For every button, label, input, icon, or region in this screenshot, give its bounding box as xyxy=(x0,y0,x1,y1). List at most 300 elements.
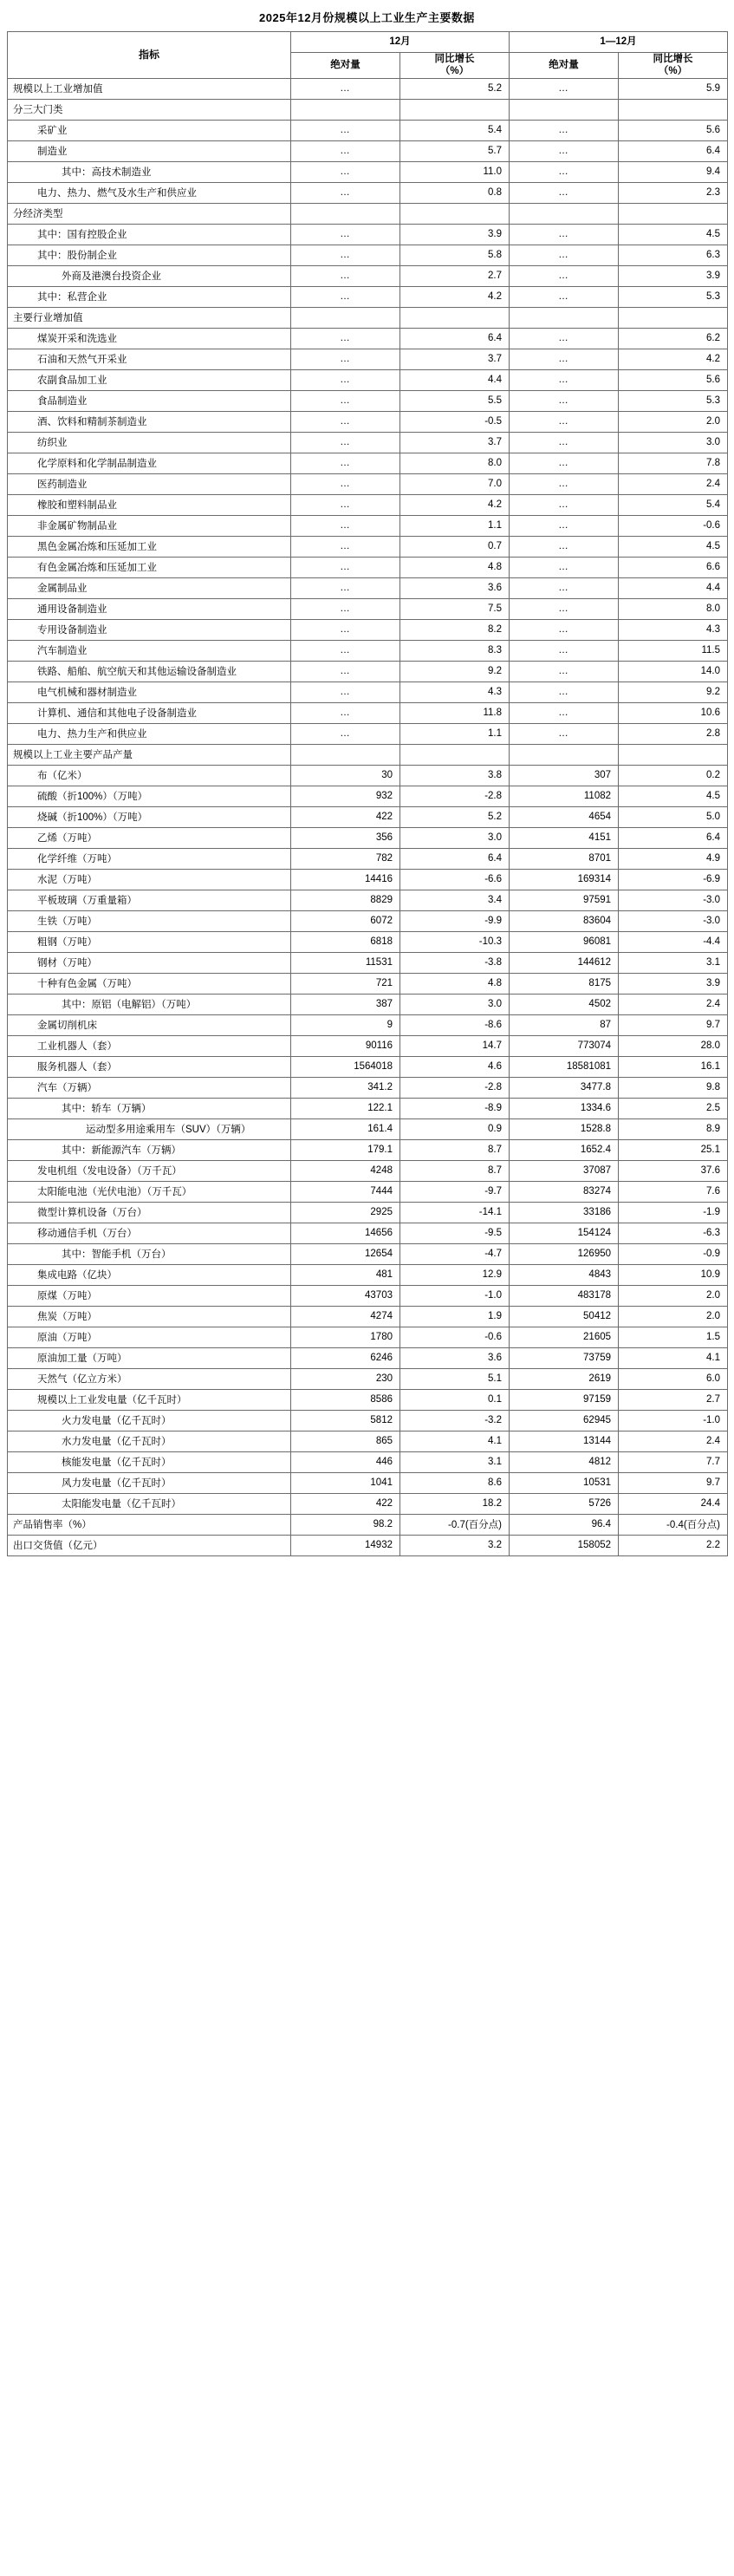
row-value-abs-jan-dec: … xyxy=(510,78,619,99)
row-value-yoy-december: -9.7 xyxy=(400,1181,510,1202)
row-value-abs-jan-dec: … xyxy=(510,536,619,557)
row-value-abs-december: 721 xyxy=(291,973,400,994)
row-value-yoy-jan-dec: 4.9 xyxy=(619,848,728,869)
header-absolute-december: 绝对量 xyxy=(291,53,400,79)
row-value-yoy-jan-dec: -0.4(百分点) xyxy=(619,1514,728,1535)
row-value-yoy-jan-dec: 9.2 xyxy=(619,681,728,702)
row-value-yoy-jan-dec: 8.9 xyxy=(619,1118,728,1139)
row-value-yoy-december: 4.2 xyxy=(400,494,510,515)
row-value-abs-jan-dec: … xyxy=(510,245,619,265)
row-indicator: 规模以上工业主要产品产量 xyxy=(8,744,291,765)
row-value-yoy-jan-dec: 6.0 xyxy=(619,1368,728,1389)
table-row xyxy=(8,161,728,182)
row-value-abs-jan-dec xyxy=(510,99,619,120)
row-indicator: 汽车（万辆） xyxy=(8,1077,291,1098)
table-row xyxy=(8,577,728,598)
table-row xyxy=(8,723,728,744)
row-indicator: 主要行业增加值 xyxy=(8,307,291,328)
row-value-abs-jan-dec: 4812 xyxy=(510,1451,619,1472)
row-value-abs-jan-dec: 158052 xyxy=(510,1535,619,1555)
row-value-yoy-december: -2.8 xyxy=(400,786,510,806)
row-value-yoy-jan-dec: 6.2 xyxy=(619,328,728,349)
row-indicator: 专用设备制造业 xyxy=(8,619,291,640)
row-value-abs-december: 14932 xyxy=(291,1535,400,1555)
row-indicator: 金属切削机床 xyxy=(8,1014,291,1035)
row-value-abs-december: … xyxy=(291,640,400,661)
row-indicator: 电力、热力生产和供应业 xyxy=(8,723,291,744)
row-value-yoy-jan-dec: -4.4 xyxy=(619,931,728,952)
row-value-yoy-jan-dec: 4.3 xyxy=(619,619,728,640)
row-value-yoy-december: 11.0 xyxy=(400,161,510,182)
header-yoy-jan-dec xyxy=(619,53,728,79)
table-row xyxy=(8,286,728,307)
row-value-yoy-december: 3.6 xyxy=(400,577,510,598)
row-value-abs-december: … xyxy=(291,432,400,453)
row-indicator: 电气机械和器材制造业 xyxy=(8,681,291,702)
table-row xyxy=(8,411,728,432)
row-value-yoy-jan-dec: 4.5 xyxy=(619,536,728,557)
row-value-yoy-jan-dec: 6.6 xyxy=(619,557,728,577)
row-value-abs-december: … xyxy=(291,286,400,307)
row-value-yoy-december: 8.6 xyxy=(400,1472,510,1493)
row-value-yoy-december: 7.0 xyxy=(400,473,510,494)
row-value-yoy-december: 5.8 xyxy=(400,245,510,265)
row-value-abs-jan-dec: … xyxy=(510,681,619,702)
table-row xyxy=(8,349,728,369)
row-indicator: 火力发电量（亿千瓦时） xyxy=(8,1410,291,1431)
row-indicator: 酒、饮料和精制茶制造业 xyxy=(8,411,291,432)
row-value-abs-december: … xyxy=(291,182,400,203)
table-row xyxy=(8,1347,728,1368)
row-value-yoy-december: 2.7 xyxy=(400,265,510,286)
row-value-abs-december: 7444 xyxy=(291,1181,400,1202)
table-row xyxy=(8,1368,728,1389)
row-value-abs-december: … xyxy=(291,557,400,577)
row-value-abs-december: … xyxy=(291,245,400,265)
table-row xyxy=(8,224,728,245)
header-yoy-december-line1: 同比增长 xyxy=(434,54,475,64)
row-value-abs-jan-dec: … xyxy=(510,723,619,744)
row-value-abs-jan-dec: 1334.6 xyxy=(510,1098,619,1118)
row-indicator: 其中：国有控股企业 xyxy=(8,224,291,245)
row-value-abs-jan-dec: … xyxy=(510,224,619,245)
row-value-yoy-december: 3.0 xyxy=(400,994,510,1014)
row-value-abs-december: 481 xyxy=(291,1264,400,1285)
row-value-abs-jan-dec: … xyxy=(510,328,619,349)
row-value-yoy-december: 3.7 xyxy=(400,349,510,369)
row-value-abs-december: … xyxy=(291,140,400,161)
row-value-yoy-jan-dec: 2.4 xyxy=(619,994,728,1014)
row-value-yoy-jan-dec: 9.8 xyxy=(619,1077,728,1098)
row-value-yoy-december: -14.1 xyxy=(400,1202,510,1223)
table-row xyxy=(8,1098,728,1118)
row-value-abs-jan-dec: 97591 xyxy=(510,890,619,910)
row-value-yoy-jan-dec: 7.7 xyxy=(619,1451,728,1472)
table-row xyxy=(8,245,728,265)
row-value-yoy-jan-dec: 16.1 xyxy=(619,1056,728,1077)
table-row xyxy=(8,931,728,952)
row-indicator: 纺织业 xyxy=(8,432,291,453)
table-row xyxy=(8,120,728,140)
row-value-yoy-december: 1.1 xyxy=(400,723,510,744)
row-value-yoy-december: -0.7(百分点) xyxy=(400,1514,510,1535)
table-row xyxy=(8,536,728,557)
row-value-abs-december: 12654 xyxy=(291,1243,400,1264)
row-value-abs-december: … xyxy=(291,577,400,598)
row-indicator: 烧碱（折100%）（万吨） xyxy=(8,806,291,827)
row-value-abs-december: 161.4 xyxy=(291,1118,400,1139)
row-value-yoy-jan-dec xyxy=(619,307,728,328)
row-value-yoy-december: 3.1 xyxy=(400,1451,510,1472)
row-value-abs-jan-dec: 2619 xyxy=(510,1368,619,1389)
row-value-yoy-december: 3.8 xyxy=(400,765,510,786)
header-yoy-jan-dec-line2: （%） xyxy=(658,66,688,77)
table-row xyxy=(8,640,728,661)
row-value-yoy-december: -10.3 xyxy=(400,931,510,952)
row-value-yoy-december: 3.9 xyxy=(400,224,510,245)
row-value-abs-jan-dec: … xyxy=(510,390,619,411)
row-value-yoy-december: 5.2 xyxy=(400,806,510,827)
table-row xyxy=(8,1056,728,1077)
row-value-yoy-december: 4.4 xyxy=(400,369,510,390)
row-value-yoy-december: 5.5 xyxy=(400,390,510,411)
table-row xyxy=(8,1014,728,1035)
row-value-abs-jan-dec: 73759 xyxy=(510,1347,619,1368)
row-value-abs-jan-dec: … xyxy=(510,161,619,182)
row-value-abs-jan-dec: 154124 xyxy=(510,1223,619,1243)
row-value-yoy-jan-dec: 10.6 xyxy=(619,702,728,723)
row-indicator: 规模以上工业增加值 xyxy=(8,78,291,99)
row-value-yoy-december: 8.7 xyxy=(400,1139,510,1160)
row-value-abs-december: … xyxy=(291,411,400,432)
row-value-abs-december: 422 xyxy=(291,806,400,827)
row-indicator: 医药制造业 xyxy=(8,473,291,494)
row-value-abs-jan-dec: … xyxy=(510,515,619,536)
row-indicator: 其中：轿车（万辆） xyxy=(8,1098,291,1118)
row-value-abs-jan-dec: … xyxy=(510,473,619,494)
row-indicator: 平板玻璃（万重量箱） xyxy=(8,890,291,910)
row-value-abs-jan-dec: 21605 xyxy=(510,1327,619,1347)
row-value-yoy-december: 0.9 xyxy=(400,1118,510,1139)
row-value-yoy-december: 6.4 xyxy=(400,328,510,349)
row-value-yoy-december: 4.1 xyxy=(400,1431,510,1451)
header-yoy-jan-dec-line1: 同比增长 xyxy=(653,54,693,64)
table-row xyxy=(8,1223,728,1243)
row-value-yoy-jan-dec: 2.5 xyxy=(619,1098,728,1118)
row-indicator: 工业机器人（套） xyxy=(8,1035,291,1056)
row-value-abs-december: 179.1 xyxy=(291,1139,400,1160)
row-value-abs-jan-dec xyxy=(510,744,619,765)
row-value-abs-jan-dec: 83604 xyxy=(510,910,619,931)
row-value-abs-jan-dec: 4502 xyxy=(510,994,619,1014)
page-title: 2025年12月份规模以上工业生产主要数据 xyxy=(259,11,475,24)
row-value-yoy-jan-dec: 8.0 xyxy=(619,598,728,619)
row-value-yoy-jan-dec: 3.0 xyxy=(619,432,728,453)
row-value-abs-jan-dec: 87 xyxy=(510,1014,619,1035)
row-value-yoy-jan-dec: 0.2 xyxy=(619,765,728,786)
row-value-abs-jan-dec: … xyxy=(510,661,619,681)
row-value-yoy-jan-dec: 4.2 xyxy=(619,349,728,369)
row-value-abs-december: 1041 xyxy=(291,1472,400,1493)
table-row xyxy=(8,494,728,515)
table-header-row-1 xyxy=(8,32,728,53)
row-value-abs-jan-dec: … xyxy=(510,140,619,161)
row-value-yoy-december: 8.2 xyxy=(400,619,510,640)
row-indicator: 产品销售率（%） xyxy=(8,1514,291,1535)
table-row xyxy=(8,869,728,890)
row-value-yoy-jan-dec: -3.0 xyxy=(619,890,728,910)
row-indicator: 化学纤维（万吨） xyxy=(8,848,291,869)
row-value-abs-jan-dec: 96.4 xyxy=(510,1514,619,1535)
table-row xyxy=(8,1389,728,1410)
row-value-yoy-jan-dec xyxy=(619,744,728,765)
row-indicator: 其中：高技术制造业 xyxy=(8,161,291,182)
table-row xyxy=(8,265,728,286)
row-value-yoy-december xyxy=(400,203,510,224)
table-row xyxy=(8,1327,728,1347)
table-row xyxy=(8,1410,728,1431)
row-value-yoy-december: -9.9 xyxy=(400,910,510,931)
row-value-yoy-jan-dec: 9.7 xyxy=(619,1472,728,1493)
row-value-abs-jan-dec: 1528.8 xyxy=(510,1118,619,1139)
row-indicator: 微型计算机设备（万台） xyxy=(8,1202,291,1223)
row-value-yoy-jan-dec: 1.5 xyxy=(619,1327,728,1347)
row-value-yoy-jan-dec: 2.2 xyxy=(619,1535,728,1555)
row-value-yoy-december: 0.1 xyxy=(400,1389,510,1410)
header-yoy-december-line2: （%） xyxy=(439,66,470,77)
table-row xyxy=(8,1306,728,1327)
row-value-abs-december: … xyxy=(291,224,400,245)
table-row xyxy=(8,473,728,494)
row-value-yoy-december: 1.9 xyxy=(400,1306,510,1327)
row-value-abs-december: … xyxy=(291,494,400,515)
table-row xyxy=(8,994,728,1014)
row-value-abs-december: 230 xyxy=(291,1368,400,1389)
row-value-abs-december: … xyxy=(291,161,400,182)
row-value-yoy-jan-dec: 5.0 xyxy=(619,806,728,827)
row-value-yoy-december: 3.0 xyxy=(400,827,510,848)
table-row xyxy=(8,890,728,910)
header-indicator: 指标 xyxy=(8,32,291,79)
row-value-yoy-jan-dec: 11.5 xyxy=(619,640,728,661)
row-value-yoy-december: 4.8 xyxy=(400,557,510,577)
row-value-abs-jan-dec: 8701 xyxy=(510,848,619,869)
header-absolute-jan-dec: 绝对量 xyxy=(510,53,619,79)
table-row xyxy=(8,1181,728,1202)
row-value-yoy-december xyxy=(400,307,510,328)
row-value-abs-jan-dec: 483178 xyxy=(510,1285,619,1306)
row-value-yoy-december: 14.7 xyxy=(400,1035,510,1056)
row-indicator: 橡胶和塑料制品业 xyxy=(8,494,291,515)
row-indicator: 焦炭（万吨） xyxy=(8,1306,291,1327)
table-row xyxy=(8,1035,728,1056)
row-value-yoy-jan-dec: 9.4 xyxy=(619,161,728,182)
row-indicator: 非金属矿物制品业 xyxy=(8,515,291,536)
row-value-abs-december: … xyxy=(291,78,400,99)
row-value-abs-jan-dec: 10531 xyxy=(510,1472,619,1493)
row-value-abs-december: 5812 xyxy=(291,1410,400,1431)
row-indicator: 汽车制造业 xyxy=(8,640,291,661)
row-value-abs-december: 14656 xyxy=(291,1223,400,1243)
row-value-abs-december: 422 xyxy=(291,1493,400,1514)
row-value-abs-december: 4274 xyxy=(291,1306,400,1327)
row-value-yoy-december: 3.6 xyxy=(400,1347,510,1368)
table-row xyxy=(8,140,728,161)
row-value-abs-december: … xyxy=(291,515,400,536)
row-value-abs-december: 4248 xyxy=(291,1160,400,1181)
row-indicator: 原油（万吨） xyxy=(8,1327,291,1347)
row-value-yoy-december: -9.5 xyxy=(400,1223,510,1243)
row-indicator: 水泥（万吨） xyxy=(8,869,291,890)
row-value-yoy-jan-dec: 5.9 xyxy=(619,78,728,99)
row-value-abs-jan-dec: … xyxy=(510,349,619,369)
row-value-yoy-december: 7.5 xyxy=(400,598,510,619)
table-row xyxy=(8,827,728,848)
table-row xyxy=(8,453,728,473)
table-row xyxy=(8,1243,728,1264)
table-row xyxy=(8,515,728,536)
row-value-abs-jan-dec: … xyxy=(510,453,619,473)
row-value-abs-jan-dec: … xyxy=(510,494,619,515)
row-value-yoy-december: -0.6 xyxy=(400,1327,510,1347)
row-value-abs-jan-dec: … xyxy=(510,619,619,640)
row-value-yoy-jan-dec: 4.1 xyxy=(619,1347,728,1368)
row-value-abs-jan-dec: 4654 xyxy=(510,806,619,827)
row-value-abs-december xyxy=(291,203,400,224)
row-value-abs-december: 122.1 xyxy=(291,1098,400,1118)
row-value-abs-jan-dec: 3477.8 xyxy=(510,1077,619,1098)
row-indicator: 食品制造业 xyxy=(8,390,291,411)
row-indicator: 太阳能发电量（亿千瓦时） xyxy=(8,1493,291,1514)
row-value-yoy-jan-dec: 2.0 xyxy=(619,1285,728,1306)
row-value-abs-december: 356 xyxy=(291,827,400,848)
table-row xyxy=(8,973,728,994)
row-value-abs-december: … xyxy=(291,120,400,140)
row-value-yoy-jan-dec: -0.6 xyxy=(619,515,728,536)
row-value-yoy-jan-dec: 5.4 xyxy=(619,494,728,515)
header-yoy-december xyxy=(400,53,510,79)
row-value-abs-jan-dec: 62945 xyxy=(510,1410,619,1431)
table-row xyxy=(8,806,728,827)
row-value-abs-jan-dec: 13144 xyxy=(510,1431,619,1451)
table-row xyxy=(8,598,728,619)
row-value-yoy-december: -3.8 xyxy=(400,952,510,973)
table-row xyxy=(8,369,728,390)
row-value-abs-jan-dec: 4151 xyxy=(510,827,619,848)
row-value-yoy-jan-dec: 5.6 xyxy=(619,120,728,140)
row-value-abs-december: … xyxy=(291,369,400,390)
row-value-yoy-jan-dec: 7.8 xyxy=(619,453,728,473)
row-value-yoy-jan-dec: 4.5 xyxy=(619,224,728,245)
row-value-yoy-jan-dec: 6.4 xyxy=(619,827,728,848)
row-indicator: 制造业 xyxy=(8,140,291,161)
row-value-yoy-december: -6.6 xyxy=(400,869,510,890)
row-value-yoy-december xyxy=(400,99,510,120)
row-value-abs-jan-dec: … xyxy=(510,598,619,619)
table-row xyxy=(8,681,728,702)
row-value-abs-december: 865 xyxy=(291,1431,400,1451)
table-row xyxy=(8,78,728,99)
row-indicator: 出口交货值（亿元） xyxy=(8,1535,291,1555)
row-indicator: 其中：新能源汽车（万辆） xyxy=(8,1139,291,1160)
row-value-abs-jan-dec: … xyxy=(510,557,619,577)
row-value-abs-december: 1780 xyxy=(291,1327,400,1347)
row-indicator: 农副食品加工业 xyxy=(8,369,291,390)
row-value-abs-december: 446 xyxy=(291,1451,400,1472)
row-value-yoy-december: -3.2 xyxy=(400,1410,510,1431)
row-value-abs-december: 90116 xyxy=(291,1035,400,1056)
row-value-abs-december: 387 xyxy=(291,994,400,1014)
row-value-abs-jan-dec: 126950 xyxy=(510,1243,619,1264)
table-row xyxy=(8,1139,728,1160)
row-indicator: 有色金属冶炼和压延加工业 xyxy=(8,557,291,577)
row-value-yoy-december: 3.7 xyxy=(400,432,510,453)
table-row xyxy=(8,1451,728,1472)
row-value-yoy-december: 1.1 xyxy=(400,515,510,536)
row-indicator: 硫酸（折100%）（万吨） xyxy=(8,786,291,806)
row-value-yoy-jan-dec: 25.1 xyxy=(619,1139,728,1160)
table-body xyxy=(8,78,728,1555)
row-value-yoy-december: -1.0 xyxy=(400,1285,510,1306)
row-value-abs-december: … xyxy=(291,536,400,557)
row-value-abs-jan-dec: 8175 xyxy=(510,973,619,994)
row-indicator: 原煤（万吨） xyxy=(8,1285,291,1306)
row-indicator: 通用设备制造业 xyxy=(8,598,291,619)
row-value-abs-december: 932 xyxy=(291,786,400,806)
row-value-yoy-december: 4.8 xyxy=(400,973,510,994)
row-value-abs-december: … xyxy=(291,619,400,640)
row-indicator: 天然气（亿立方米） xyxy=(8,1368,291,1389)
row-value-yoy-december: 18.2 xyxy=(400,1493,510,1514)
row-value-abs-jan-dec: 33186 xyxy=(510,1202,619,1223)
row-value-abs-december: 6072 xyxy=(291,910,400,931)
row-value-yoy-december: 0.7 xyxy=(400,536,510,557)
row-indicator: 其中：原铝（电解铝）（万吨） xyxy=(8,994,291,1014)
row-value-yoy-december: 11.8 xyxy=(400,702,510,723)
row-value-yoy-jan-dec: 3.1 xyxy=(619,952,728,973)
table-row xyxy=(8,1431,728,1451)
table-row xyxy=(8,1264,728,1285)
row-value-abs-jan-dec: 97159 xyxy=(510,1389,619,1410)
row-value-abs-december: … xyxy=(291,723,400,744)
row-value-abs-december: 30 xyxy=(291,765,400,786)
row-indicator: 布（亿米） xyxy=(8,765,291,786)
row-value-yoy-jan-dec: 5.3 xyxy=(619,390,728,411)
row-value-abs-jan-dec: … xyxy=(510,577,619,598)
row-indicator: 采矿业 xyxy=(8,120,291,140)
row-value-abs-december: … xyxy=(291,598,400,619)
row-value-abs-jan-dec: … xyxy=(510,640,619,661)
table-row xyxy=(8,557,728,577)
row-value-yoy-december: -8.9 xyxy=(400,1098,510,1118)
row-value-yoy-jan-dec: 5.6 xyxy=(619,369,728,390)
row-value-abs-december: 11531 xyxy=(291,952,400,973)
row-value-yoy-december: 0.8 xyxy=(400,182,510,203)
row-indicator: 其中：股份制企业 xyxy=(8,245,291,265)
row-value-abs-jan-dec: … xyxy=(510,702,619,723)
row-value-abs-december: … xyxy=(291,661,400,681)
row-value-abs-jan-dec xyxy=(510,203,619,224)
row-value-yoy-december: 5.1 xyxy=(400,1368,510,1389)
row-indicator: 外商及港澳台投资企业 xyxy=(8,265,291,286)
row-value-yoy-jan-dec: 24.4 xyxy=(619,1493,728,1514)
row-value-yoy-december: 4.2 xyxy=(400,286,510,307)
table-row xyxy=(8,203,728,224)
row-value-yoy-december: 5.4 xyxy=(400,120,510,140)
row-value-abs-jan-dec: 83274 xyxy=(510,1181,619,1202)
row-value-yoy-jan-dec xyxy=(619,203,728,224)
row-value-abs-december: … xyxy=(291,453,400,473)
